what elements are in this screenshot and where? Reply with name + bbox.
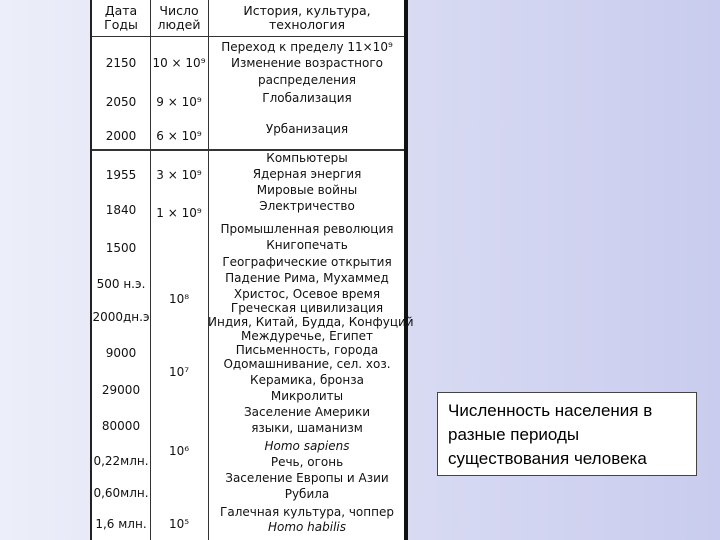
population-cell: 9 × 10⁹ <box>156 95 202 109</box>
event-cell: Промышленная революция <box>220 222 394 236</box>
year-cell: 9000 <box>105 346 137 360</box>
header-divider <box>92 36 404 37</box>
event-cell: Микролиты <box>270 389 344 403</box>
population-cell: 10 × 10⁹ <box>152 56 206 70</box>
event-cell: распределения <box>257 73 356 87</box>
event-cell: Индия, Китай, Будда, Конфуций <box>208 315 414 329</box>
event-cell: Homo sapiens <box>264 439 350 453</box>
event-cell: Книгопечать <box>266 238 348 252</box>
event-cell: Переход к пределу 11×10⁹ <box>221 40 393 54</box>
header-history: История, культура, технология <box>243 3 371 32</box>
event-cell: Греческая цивилизация <box>230 301 384 315</box>
year-cell: 500 н.э. <box>96 277 146 291</box>
event-cell: Заселение Америки <box>243 405 371 419</box>
event-cell: Письменность, города <box>235 343 379 357</box>
header-people: Число людей <box>157 3 201 32</box>
event-cell: Междуречье, Египет <box>240 329 374 343</box>
population-cell: 10⁷ <box>168 365 190 379</box>
year-cell: 2050 <box>105 95 137 109</box>
event-cell: Homo habilis <box>267 520 347 534</box>
year-cell: 1955 <box>105 168 137 182</box>
population-cell: 1 × 10⁹ <box>156 206 202 220</box>
year-cell: 29000 <box>101 383 141 397</box>
year-cell: 1840 <box>105 203 137 217</box>
event-cell: Галечная культура, чоппер <box>220 505 394 519</box>
event-cell: Изменение возрастного <box>230 56 384 70</box>
year-cell: 80000 <box>101 419 141 433</box>
caption-text: Численность населения в разные периоды существования человека <box>448 401 653 468</box>
event-cell: Электричество <box>259 199 355 213</box>
event-cell: Речь, огонь <box>270 455 344 469</box>
year-cell: 1,6 млн. <box>95 517 147 531</box>
year-cell: 2150 <box>105 56 137 70</box>
event-cell: Керамика, бронза <box>250 373 364 387</box>
population-history-table <box>90 0 414 540</box>
year-cell: 2000 <box>105 129 137 143</box>
population-cell: 6 × 10⁹ <box>156 129 202 143</box>
population-cell: 3 × 10⁹ <box>156 168 202 182</box>
event-cell: Падение Рима, Мухаммед <box>225 271 389 285</box>
event-cell: Заселение Европы и Азии <box>225 471 389 485</box>
event-cell: Урбанизация <box>265 122 349 136</box>
population-cell: 10⁸ <box>168 292 190 306</box>
year-cell: 1500 <box>105 241 137 255</box>
section-divider <box>92 149 404 151</box>
event-cell: Мировые войны <box>256 183 358 197</box>
caption-box <box>437 392 697 476</box>
year-cell: 2000дн.э <box>92 310 150 324</box>
header-date: Дата Годы <box>104 3 138 32</box>
event-cell: Географические открытия <box>222 255 392 269</box>
population-cell: 10⁵ <box>168 517 190 531</box>
year-cell: 0,22млн. <box>93 454 149 468</box>
event-cell: Рубила <box>284 487 330 501</box>
event-cell: Компьютеры <box>266 151 348 165</box>
event-cell: Христос, Осевое время <box>233 287 381 301</box>
event-cell: Одомашнивание, сел. хоз. <box>223 357 391 371</box>
event-cell: языки, шаманизм <box>251 421 363 435</box>
column-divider <box>150 0 151 540</box>
event-cell: Ядерная энергия <box>252 167 362 181</box>
population-cell: 10⁶ <box>168 444 190 458</box>
year-cell: 0,60млн. <box>93 486 149 500</box>
event-cell: Глобализация <box>262 91 352 105</box>
